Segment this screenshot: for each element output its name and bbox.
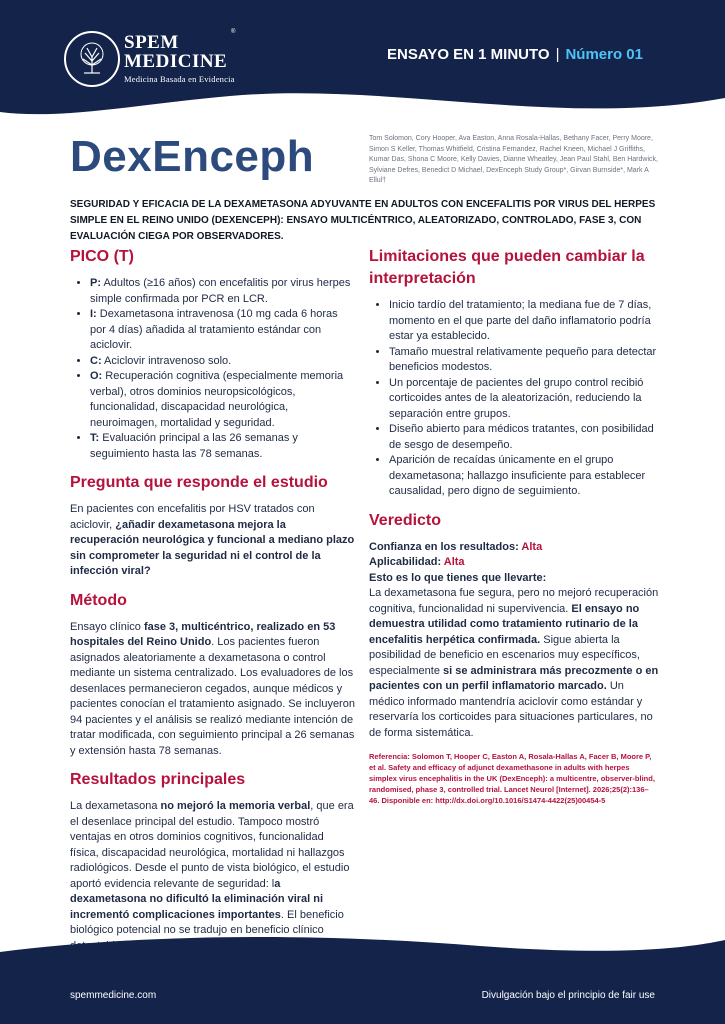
footer-background (0, 930, 725, 1024)
brand-line1: SPEM (124, 32, 179, 53)
limitations-list (369, 298, 659, 500)
confidence-label: Confianza en los resultados: (369, 540, 522, 553)
pico-key: I: (90, 308, 97, 320)
method-section (70, 590, 355, 760)
limitation-item: • Un porcentaje de pacientes del grupo control recibió corticoides antes de la aleatorización, reduciendo la separación entre grupos. (389, 376, 659, 423)
limitation-item: • Diseño abierto para médicos tratantes, con posibilidad de sesgo de desempeño. (389, 422, 659, 453)
pico-item (90, 307, 355, 354)
reference: Referencia: Solomon T, Hooper C, Easton A, Rosala-Hallas A, Facer B, Moore P, et al. Safety and efficacy of adjunct dexamethasone in adults with herpes simplex virus encephalitis in the UK (DexEnceph): a multicentre, observer-blind, randomised, phase 3, controlled trial. Lancet Neurol [Internet]. 2026;25(2):136–46. Disponible en: http://dx.doi.org/10.1016/S1474-4422(25)00454-5 (369, 752, 655, 805)
verdict-text (369, 586, 659, 741)
confidence-value: Alta (521, 540, 543, 553)
footer-site: spemmedicine.com (70, 990, 157, 1001)
verdict-heading: Veredicto (369, 511, 442, 529)
issue-number: Número 01 (565, 46, 643, 63)
pico-text: Adultos (≥16 años) con encefalitis por virus herpes simple confirmada por PCR en LCR. (90, 277, 351, 305)
pico-text: Recuperación cognitiva (especialmente memoria verbal), otros dominios neuropsicológicos, funcionalidad, discapacidad neurológica, neuroimagen, mortalidad y seguridad. (90, 370, 344, 429)
pico-item (90, 369, 355, 431)
limitation-item: • Inicio tardío del tratamiento; la mediana fue de 7 días, momento en el que parte del daño inflamatorio podría estar ya establecido. (389, 298, 659, 345)
pico-key: O: (90, 370, 103, 382)
verdict-text-1: La dexametasona fue segura, pero no mejoró recuperación cognitiva, funcionalidad ni supervivencia. (369, 587, 659, 615)
question-bold: ¿añadir dexametasona mejora la recuperación neurológica y funcional a mediano plazo sin comprometer la seguridad ni el control de la infección viral? (70, 518, 355, 577)
question-text (70, 502, 355, 580)
results-text-2: , que era el desenlace principal del estudio. Tampoco mostró ventajas en otros dominios cognitivos, funcionalidad física, discapacidad neurológica, mortalidad ni hallazgos radiológicos. Desde el punto de vista biológico, el estudio aportó evidencia relevante de seguridad: l (70, 800, 354, 890)
confidence-line (369, 540, 659, 556)
limitation-item: • Aparición de recaídas únicamente en el grupo dexametasona; hallazgo insuficiente para establecer causalidad, pero digno de seguimiento. (389, 453, 659, 500)
verdict-section (369, 510, 659, 742)
brand-tagline: Medicina Basada en Evidencia (124, 74, 235, 84)
verdict-text-3: Un médico informado mantendría aciclovir como estándar y reservaría los corticoides para situaciones particulares, no de forma sistemática. (369, 680, 653, 739)
results-text-3: . El beneficio biológico potencial no se tradujo en beneficio clínico (70, 908, 344, 936)
question-heading: Pregunta que responde el estudio (70, 474, 328, 491)
separator: | (555, 46, 560, 63)
verdict-text-2: Sigue abierta la posibilidad de beneficio en escenarios muy específicos, especialmente (369, 633, 640, 677)
results-heading: Resultados principales (70, 771, 246, 788)
study-subtitle: SEGURIDAD Y EFICACIA DE LA DEXAMETASONA ADYUVANTE EN ADULTOS CON ENCEFALITIS POR VIRUS DEL HERPES SIMPLE EN EL REINO UNIDO (DEXENCEPH): ENSAYO MULTICÉNTRICO, ALEATORIZADO, CONTROLADO, FASE 3, CON EVALUACIÓN CIEGA POR OBSERVADORES. (70, 199, 656, 242)
pico-item (90, 354, 355, 370)
pico-text: Evaluación principal a las 26 semanas y seguimiento hasta las 78 semanas. (90, 432, 298, 460)
pico-heading: PICO (T) (70, 248, 134, 265)
pico-key: T: (90, 432, 100, 444)
results-text-1: La dexametasona (70, 800, 161, 812)
tree-icon (72, 39, 112, 79)
takeaway-label-text: Esto es lo que tienes que llevarte: (369, 571, 547, 584)
brand (124, 33, 235, 84)
left-column (70, 246, 355, 964)
pico-key: C: (90, 354, 102, 367)
results-section (70, 769, 355, 954)
registered-mark: ® (231, 29, 236, 35)
applicability-value: Alta (443, 556, 465, 568)
page-title: DexEnceph (70, 132, 315, 181)
limitation-item: • Tamaño muestral relativamente pequeño para detectar beneficios modestos. (389, 345, 659, 376)
method-text (70, 620, 355, 760)
method-text-2: . Los pacientes fueron asignados aleatoriamente a dexametasona o control mediante un sistema centralizado. Los evaluadores de los desenlaces permanecieron cegados, aunque médicos y pacientes conocían el tratamiento asignado. Se incluyeron 94 pacientes y el análisis se realizó mediante intención de tratar modificada, con seguimiento principal a 26 semanas y extensión hasta 78 semanas. (70, 636, 355, 757)
pico-list (70, 276, 355, 462)
question-section (70, 472, 355, 580)
method-text-1: Ensayo clínico (70, 620, 144, 633)
limitations-heading: Limitaciones que pueden cambiar la interpretación (369, 248, 645, 287)
pico-section (70, 246, 355, 462)
logo (64, 31, 120, 87)
applicability-label: Aplicabilidad: (369, 556, 444, 568)
results-bold-1: no mejoró la memoria verbal (160, 800, 311, 812)
issue-banner (387, 46, 643, 63)
pico-key: P: (90, 277, 101, 289)
takeaway-label (369, 571, 659, 587)
series-label: ENSAYO EN 1 MINUTO (387, 46, 550, 63)
question-plain: En pacientes con encefalitis por HSV tratados con aciclovir, (70, 503, 315, 531)
method-heading: Método (70, 591, 127, 609)
pico-item (90, 431, 355, 462)
authors: Tom Solomon, Cory Hooper, Ava Easton, Anna Rosala-Hallas, Bethany Facer, Perry Moore, Simon S Keller, Thomas Whitfield, Cristina Fernandez, Rachel Kneen, Michael J Griffiths, Kumar Das, Shona C Moore, Kelly Davies, Dianne Wheatley, Jean Paul Stahl, Ben Hardwick, Sylviane Defres, Benedict D Michael, DexEnceph Study Group*, Girvan Burnside*, Mark A Ellul† (369, 135, 658, 184)
applicability-line (369, 555, 659, 571)
verdict-bold-1: El ensayo no demuestra utilidad como tratamiento rutinario de la encefalitis herpética confirmada. (369, 602, 640, 646)
brand-line2: MEDICINE (124, 51, 228, 72)
pico-text: Dexametasona intravenosa (10 mg cada 6 horas por 4 días) añadida al tratamiento estándar con aciclovir. (90, 308, 338, 351)
results-bold-2: a dexametasona no dificultó la eliminación viral ni incrementó complicaciones importantes (70, 877, 324, 921)
method-bold: fase 3, multicéntrico, realizado en 53 hospitales del Reino Unido (70, 620, 336, 648)
limitations-section (369, 246, 659, 500)
footer-note: Divulgación bajo el principio de fair use (481, 990, 655, 1001)
pico-text: Aciclovir intravenoso solo. (101, 354, 232, 367)
verdict-bold-2: si se administrara más precozmente o en pacientes con un perfil inflamatorio marcado. (369, 664, 659, 692)
right-column (369, 246, 659, 806)
pico-item (90, 276, 355, 307)
